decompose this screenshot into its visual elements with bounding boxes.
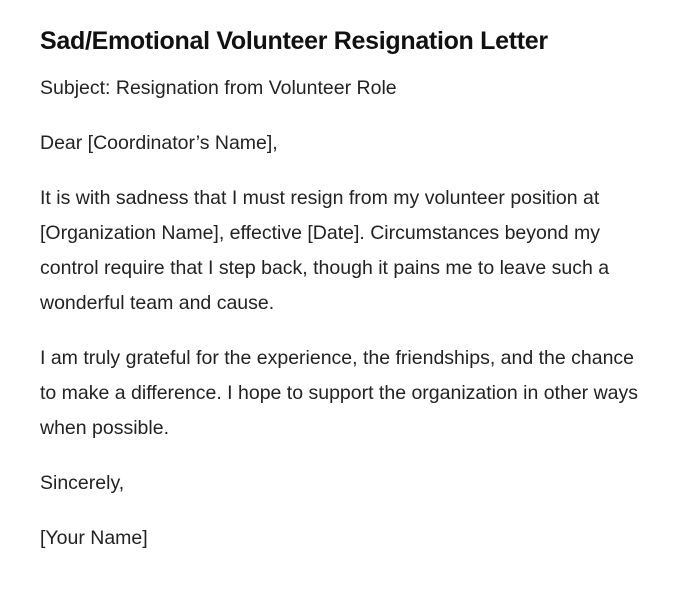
letter-signature: [Your Name]: [40, 527, 148, 549]
letter-paragraph-2: I am truly grateful for the experience, the friendships, and the chance to make a difference. I hope to support the organization in other ways when possible.: [40, 347, 639, 439]
letter-subject: Subject: Resignation from Volunteer Role: [40, 77, 397, 99]
letter-paragraph-1: It is with sadness that I must resign from my volunteer position at [Organization Name], effective [Date]. Circumstances beyond my control require that I step back, though it pains me to leave such a wonderful team and cause.: [40, 187, 610, 314]
letter: [40, 26, 650, 576]
letter-title: Sad/Emotional Volunteer Resignation Letter: [40, 27, 548, 55]
letter-salutation: Dear [Coordinator’s Name],: [40, 132, 278, 154]
letter-closing: Sincerely,: [40, 472, 125, 494]
